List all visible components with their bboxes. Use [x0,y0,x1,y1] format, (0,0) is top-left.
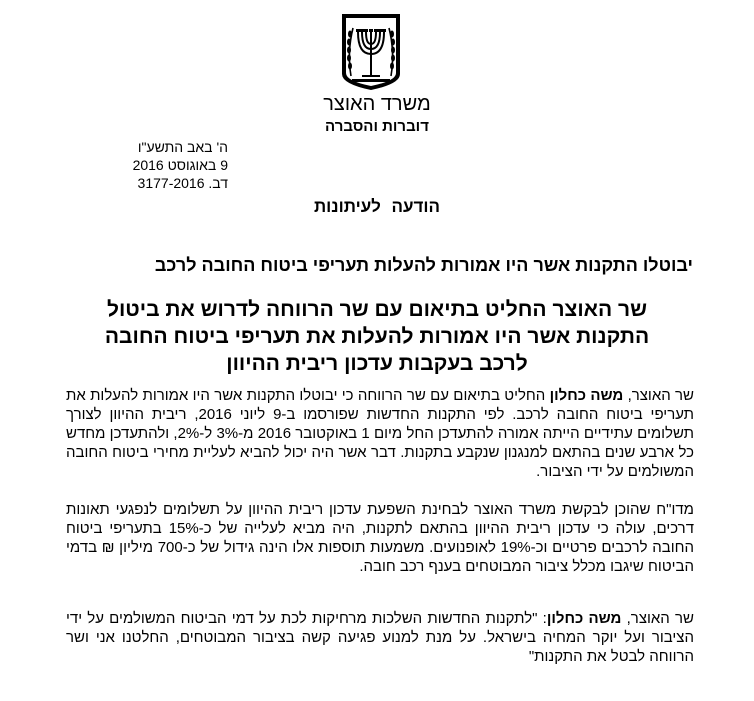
gregorian-date: 9 באוגוסט 2016 [132,157,228,173]
paragraph-2: מדו"ח שהוכן לבקשת משרד האוצר לבחינת השפעת עדכון ריבית ההיוון על תשלומים לנפגעי תאונות דרכים, עולה כי עדכון ריבית ההיוון בהתאם לתקנות, היה מביא לעלייה של כ-15% בתעריפי ביטוח החובה לרכבים פרטיים וכ-19% לאופנועים. משמעות תוספות אלו הינה גידול של כ-700 מיליון ₪ בדמי הביטוח שיגבו מכלל ציבור המבוטחים בענף רכב חובה. [66,501,695,575]
paragraph-3-prefix: שר האוצר, [621,610,694,627]
date-block [133,138,228,192]
department-name: דוברות והסברה [325,118,429,135]
minister-name: משה כחלון [549,387,624,404]
paragraph-3 [66,609,694,666]
subheadline-line-2: התקנות אשר היו אמורות להעלות את תעריפי ביטוח החובה [104,325,650,348]
press-release-title: הודעה לעיתונות [313,197,441,216]
hebrew-date: ה' באב התשע"ו [137,139,228,155]
subheadline [0,296,754,377]
paragraph-1 [66,386,694,481]
paragraph-1-prefix: שר האוצר, [623,387,694,404]
minister-name-quote: משה כחלון [546,610,622,627]
headline: יבוטלו התקנות אשר היו אמורות להעלות תעריפי ביטוח החובה לרכב [154,255,693,275]
subheadline-line-1: שר האוצר החליט בתיאום עם שר הרווחה לדרוש את ביטול [106,298,648,321]
subheadline-line-3: לרכב בעקבות עדכון ריבית ההיוון [226,352,528,375]
state-emblem-icon [338,12,404,92]
paragraph-1-text: החליט בתיאום עם שר הרווחה כי יבוטלו התקנות אשר היו אמורות להעלות את תעריפי ביטוח החובה לרכב. לפי התקנות החדשות שפורסמו ב-9 ליוני 2016, ריבית ההיוון לצורך תשלומים עתידיים הייתה אמורה להתעדכן החל מיום 1 באוקטובר 2016 מ-3% ל-2%, ולהתעדכן מחדש כל ארבע שנים בהתאם למנגנון שנקבע בתקנות. דבר אשר היה יכול להביא לעליית מחירי ביטוח החובה המשולמים על ידי הציבור. [66,387,695,480]
ministry-name: משרד האוצר [323,93,431,115]
document-number: דב. 3177-2016 [137,175,228,191]
paragraph-3-text: : "לתקנות החדשות השלכות מרחיקות לכת על דמי הביטוח המשולמים על ידי הציבור ועל יוקר המחיה בישראל. על מנת למנוע פגיעה קשה בציבור המבוטחים, החלטנו אני ושר הרווחה לבטל את התקנות" [66,610,694,665]
